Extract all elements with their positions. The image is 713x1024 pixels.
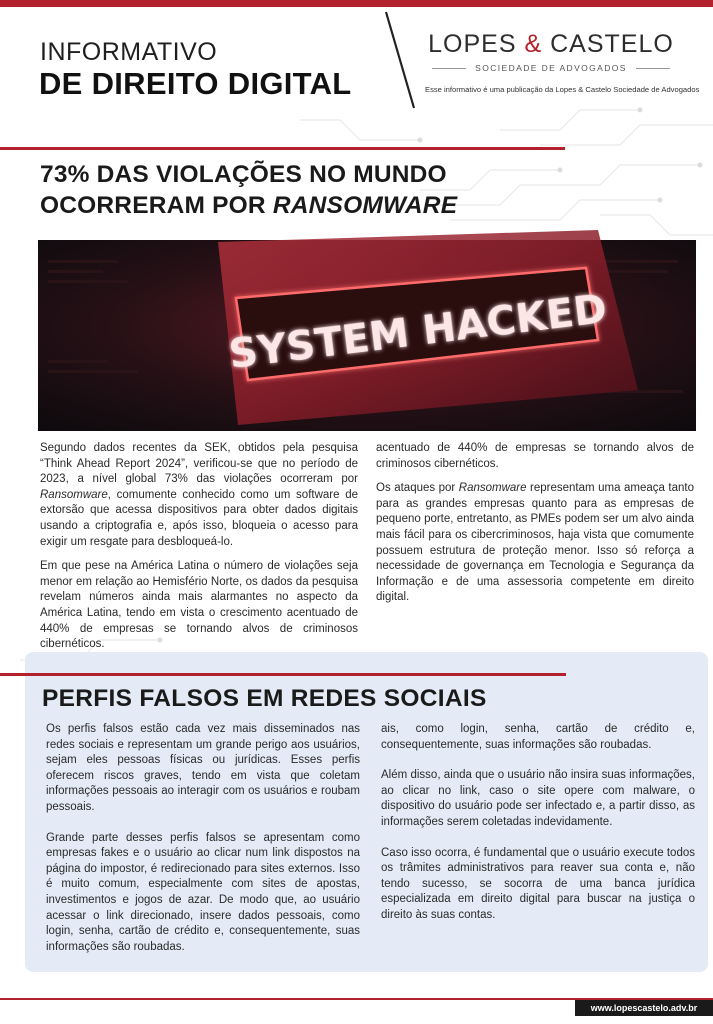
system-hacked-image: [38, 240, 696, 431]
article1-paragraph-2-continued: acentuado de 440% de empresas se tornando alvos de criminosos cibernéticos.: [376, 442, 694, 470]
article2-paragraph-1: Os perfis falsos estão cada vez mais disseminados nas redes sociais e representam um grande perigo aos usuários, sejam eles pessoas físicas ou jurídicas. Esses perfis oferecem riscos graves, tendo em vista que coletam informações pessoais ao interagir com os usuários e roubam pessoais.: [46, 723, 360, 813]
article1-paragraph-3: [376, 481, 694, 606]
article1-title-line2: [40, 190, 560, 221]
article2-rule: [0, 673, 566, 676]
p3-text-a: Os ataques por: [376, 482, 456, 495]
brand-right: CASTELO: [550, 30, 674, 58]
p1-text-b: , comumente conhecido como um software de extorsão que acessa dispositivos para obter dados digitais usando a criptografia e, após isso, bloqueia o acesso para exigir um resgate para desbloqueá-lo.: [40, 488, 358, 548]
top-accent-bar: [0, 0, 713, 7]
article1-title: [40, 159, 560, 221]
article1-paragraph-1: [40, 441, 358, 550]
article1-title-italic: RANSOMWARE: [272, 192, 458, 219]
article2-title: PERFIS FALSOS EM REDES SOCIAIS: [42, 685, 487, 712]
p1-italic: Ransomware: [40, 488, 108, 501]
article1-paragraph-2: Em que pese na América Latina o número de violações seja menor em relação ao Hemisfério Norte, os dados da pesquisa revelam números ainda mais alarmantes no aspecto da América Latina, tendo em vista o crescimento acentuado de 440% de empresas se tornando alvos de criminosos cibernéticos.: [40, 560, 358, 651]
p1-text-a: Segundo dados recentes da SEK, obtidos pela pesquisa “Think Ahead Report 2024”, verificou-se que no período de 2023, a nível global 73% das violações ocorreram por: [40, 442, 358, 486]
brand-subtitle: SOCIEDADE DE ADVOGADOS: [475, 63, 627, 73]
p3-text-b: representam uma ameaça tanto para as grandes empresas quanto para as empresas de pequeno porte, entretanto, as PMEs podem ser um alvo ainda mais fácil para os cibercriminosos, haja vista que comumente possuem estrutura de proteção menor. Isso só reforça a necessidade de governança em Tecnologia e Segurança da Informação e de uma assessoria competente em direito digital.: [376, 482, 694, 604]
masthead-line-2: DE DIREITO DIGITAL: [39, 66, 352, 101]
article1-title-prefix: OCORRERAM POR: [40, 192, 266, 219]
p3-italic: Ransomware: [458, 482, 527, 495]
brand-sub-line-right: [636, 68, 670, 69]
article2-paragraph-3: Além disso, ainda que o usuário não insira suas informações, ao clicar no link, caso o site opere com malware, o dispositivo do usuário pode ser infectado e, a partir disso, as informações serem coletadas indevidamente.: [381, 769, 695, 828]
article2-paragraph-2: Grande parte desses perfis falsos se apresentam como empresas fakes e o usuário ao clicar num link dispostos na página do impostor, é redirecionado para sites externos. Isso é muito comum, especialmente com sites de apostas, investimentos e jogos de azar. De modo que, ao usuário acessar o link direcionado, insere dados pessoais, como login, senha, cartão de crédito e, consequentemente, suas informações são roubadas.: [46, 831, 360, 953]
footer-url[interactable]: www.lopescastelo.adv.br: [575, 1000, 713, 1016]
article1-column-right: [376, 441, 694, 615]
article2-column-right: [381, 722, 695, 939]
article1-title-line1: 73% DAS VIOLAÇÕES NO MUNDO: [40, 161, 447, 188]
masthead-divider: [380, 10, 420, 110]
brand-ampersand: &: [524, 30, 543, 58]
hero-text: SYSTEM HACKED: [226, 286, 610, 379]
masthead-line-1: INFORMATIVO: [40, 38, 218, 66]
section-rule: [0, 147, 565, 150]
publication-note: Esse informativo é uma publicação da Lopes & Castelo Sociedade de Advogados: [425, 85, 700, 94]
hero-image: [38, 240, 696, 431]
article1-column-left: [40, 441, 358, 651]
brand-left: LOPES: [428, 30, 517, 58]
article2-paragraph-2-continued: ais, como login, senha, cartão de crédito e, consequentemente, suas informações são roubadas.: [381, 723, 695, 751]
brand-logo: [424, 30, 678, 58]
article2-column-left: [46, 722, 360, 953]
article2-paragraph-4: Caso isso ocorra, é fundamental que o usuário execute todos os trâmites administrativos para reaver sua conta e, não tendo sucesso, se socorra de uma banca jurídica especializada em direito digital para buscar na justiça o direito às suas contas.: [381, 846, 695, 921]
